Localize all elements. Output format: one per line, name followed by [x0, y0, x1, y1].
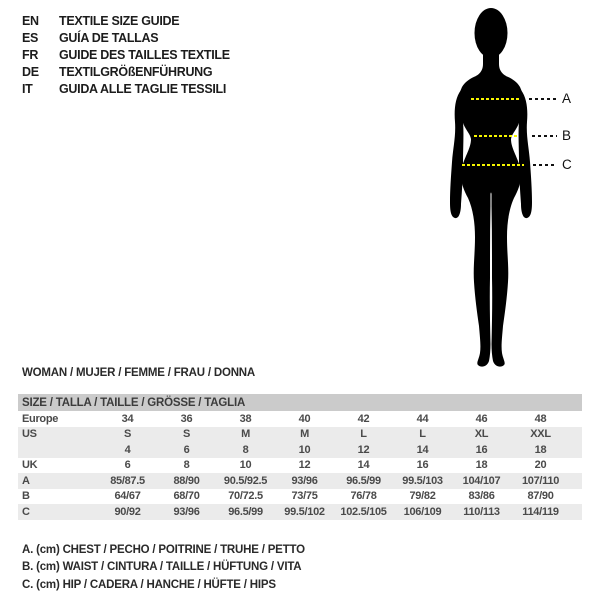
- table-row-us-numbers: [18, 442, 582, 458]
- size-cell: 114/119: [522, 505, 559, 518]
- size-cell: 70/72.5: [228, 490, 263, 503]
- size-cell: 64/67: [114, 490, 141, 503]
- size-cell: 20: [534, 459, 547, 472]
- size-cell: 96.5/99: [346, 474, 381, 487]
- language-code: EN: [22, 13, 39, 28]
- size-cell: 6: [124, 459, 131, 472]
- size-cell: 4: [124, 443, 131, 456]
- size-cell: 106/109: [403, 505, 442, 518]
- size-cell: 42: [357, 412, 370, 425]
- size-cell: 12: [298, 459, 311, 472]
- size-cell: 88/90: [173, 474, 200, 487]
- row-label: UK: [22, 459, 38, 472]
- hip-leader-dash: [533, 164, 557, 166]
- size-cell: 44: [416, 412, 429, 425]
- table-row-uk: [18, 458, 582, 474]
- woman-silhouette-figure: [430, 4, 560, 370]
- row-label: B: [22, 490, 30, 503]
- size-cell: 6: [183, 443, 190, 456]
- waist-measure-dash: [474, 135, 518, 137]
- legend-hip: C. (cm) HIP / CADERA / HANCHE / HÜFTE / HIPS: [22, 578, 276, 591]
- marker-waist-b: B: [562, 128, 572, 143]
- language-code: IT: [22, 81, 33, 96]
- size-cell: 87/90: [527, 490, 554, 503]
- size-cell: XXL: [530, 428, 551, 441]
- size-cell: 107/110: [521, 474, 560, 487]
- size-cell: 93/96: [291, 474, 318, 487]
- legend-waist: B. (cm) WAIST / CINTURA / TAILLE / HÜFTUNG / VITA: [22, 561, 302, 574]
- size-cell: 96.5/99: [228, 505, 263, 518]
- size-cell: 10: [239, 459, 252, 472]
- hip-measure-dash: [462, 164, 524, 166]
- size-cell: 79/82: [409, 490, 436, 503]
- size-cell: S: [182, 428, 191, 441]
- size-cell: 40: [298, 412, 311, 425]
- language-title: TEXTILGRÖßENFÜHRUNG: [59, 64, 213, 79]
- size-cell: 93/96: [173, 505, 200, 518]
- silhouette-right-arm: [519, 90, 532, 218]
- size-cell: 46: [475, 412, 488, 425]
- language-row-es: [22, 29, 230, 46]
- size-cell: 38: [239, 412, 252, 425]
- size-table-header: SIZE / TALLA / TAILLE / GRÖSSE / TAGLIA: [18, 394, 582, 411]
- silhouette-body: [459, 70, 523, 367]
- size-cell: 36: [180, 412, 193, 425]
- language-title: GUIDA ALLE TAGLIE TESSILI: [59, 81, 227, 96]
- size-cell: S: [123, 428, 132, 441]
- waist-leader-dash: [532, 135, 557, 137]
- size-cell: L: [360, 428, 367, 441]
- language-code: ES: [22, 30, 39, 45]
- size-cell: 48: [534, 412, 547, 425]
- size-table: [18, 394, 582, 520]
- size-cell: 76/78: [350, 490, 377, 503]
- size-cell: 18: [534, 443, 547, 456]
- size-cell: M: [300, 428, 309, 441]
- legend-chest: A. (cm) CHEST / PECHO / POITRINE / TRUHE / PETTO: [22, 543, 305, 556]
- silhouette-left-arm: [450, 90, 463, 218]
- size-cell: 99.5/102: [284, 505, 325, 518]
- size-cell: 12: [357, 443, 370, 456]
- row-label: A: [22, 474, 30, 487]
- language-row-fr: [22, 46, 230, 63]
- size-cell: 104/107: [462, 474, 501, 487]
- table-row-europe: [18, 411, 582, 427]
- size-cell: 83/86: [468, 490, 495, 503]
- table-row-us-letters: [18, 427, 582, 443]
- row-label: C: [22, 505, 30, 518]
- size-cell: 85/87.5: [110, 474, 145, 487]
- language-code: FR: [22, 47, 39, 62]
- language-title-list: [22, 12, 230, 97]
- size-cell: 10: [298, 443, 311, 456]
- size-cell: M: [241, 428, 250, 441]
- table-row-chest-a: [18, 473, 582, 489]
- size-cell: 16: [475, 443, 488, 456]
- language-title: TEXTILE SIZE GUIDE: [59, 13, 180, 28]
- marker-hip-c: C: [562, 157, 572, 172]
- size-cell: 68/70: [173, 490, 200, 503]
- size-cell: 8: [183, 459, 190, 472]
- size-cell: XL: [474, 428, 489, 441]
- size-cell: 18: [475, 459, 488, 472]
- language-row-de: [22, 63, 230, 80]
- size-cell: 110/113: [463, 505, 500, 518]
- size-cell: 8: [242, 443, 249, 456]
- size-cell: 16: [416, 459, 429, 472]
- language-title: GUIDE DES TAILLES TEXTILE: [59, 47, 230, 62]
- row-label: Europe: [22, 412, 59, 425]
- language-title: GUÍA DE TALLAS: [59, 30, 159, 45]
- size-cell: 73/75: [291, 490, 318, 503]
- section-title-woman: WOMAN / MUJER / FEMME / FRAU / DONNA: [22, 367, 256, 379]
- size-cell: 34: [121, 412, 134, 425]
- table-row-waist-b: [18, 489, 582, 505]
- table-row-hip-c: [18, 504, 582, 520]
- size-cell: 90/92: [114, 505, 141, 518]
- marker-chest-a: A: [562, 91, 572, 106]
- language-code: DE: [22, 64, 39, 79]
- size-cell: 99.5/103: [402, 474, 443, 487]
- row-label: US: [22, 428, 37, 441]
- chest-leader-dash: [529, 98, 557, 100]
- size-cell: 102.5/105: [340, 505, 387, 518]
- size-cell: 14: [416, 443, 429, 456]
- size-cell: 14: [357, 459, 370, 472]
- language-row-it: [22, 80, 230, 97]
- measurement-legend: [22, 541, 305, 594]
- size-cell: L: [419, 428, 426, 441]
- size-cell: 90.5/92.5: [223, 474, 268, 487]
- language-row-en: [22, 12, 230, 29]
- chest-measure-dash: [471, 98, 521, 100]
